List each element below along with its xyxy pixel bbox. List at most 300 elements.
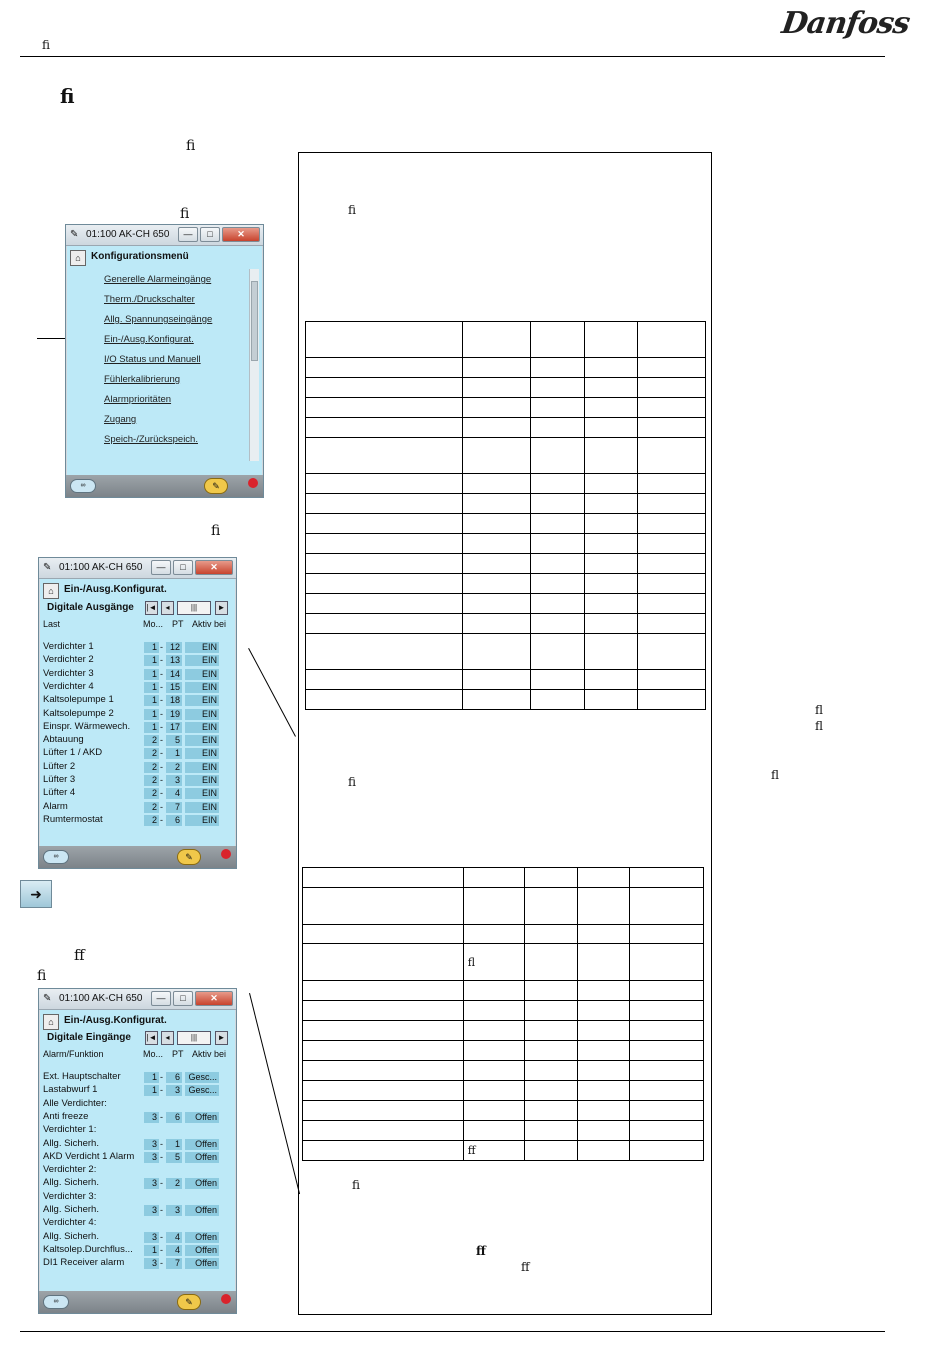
table-cell (530, 554, 584, 574)
module-cell[interactable]: 1 (144, 1072, 159, 1083)
point-cell[interactable]: 4 (166, 1245, 182, 1256)
module-cell[interactable]: 3 (144, 1152, 159, 1163)
row-label: DI1 Receiver alarm (43, 1257, 125, 1269)
menu-item-io-status[interactable]: I/O Status und Manuell (104, 354, 201, 365)
active-cell[interactable]: Offen (185, 1112, 219, 1123)
network-icon[interactable]: ∞ (70, 479, 96, 493)
table-cell: ﬂ (463, 944, 525, 981)
danfoss-logo: Danfoss (779, 6, 912, 41)
table-cell (303, 981, 464, 1001)
table-cell (463, 574, 531, 594)
side-glyph-5: ﬁ (37, 968, 47, 984)
page-heading: Ein-/Ausg.Konfigurat. (64, 1015, 167, 1026)
side-glyph-3: ﬁ (211, 523, 221, 539)
table-cell (530, 514, 584, 534)
active-cell[interactable]: Offen (185, 1232, 219, 1243)
table-cell (577, 1041, 629, 1061)
table-cell (629, 1021, 703, 1041)
module-cell[interactable]: 2 (144, 802, 159, 813)
home-icon[interactable]: ⌂ (43, 1014, 59, 1030)
table-cell (525, 944, 578, 981)
module-cell[interactable]: 1 (144, 669, 159, 680)
bottom-bar (39, 1291, 236, 1313)
table-row (306, 378, 706, 398)
point-cell[interactable]: 19 (166, 709, 182, 720)
module-cell[interactable]: 2 (144, 735, 159, 746)
separator: - (160, 1231, 163, 1242)
home-icon[interactable]: ⌂ (43, 583, 59, 599)
table-cell (629, 1081, 703, 1101)
table-row (303, 1001, 704, 1021)
table-row (303, 944, 704, 981)
table-cell (530, 670, 584, 690)
table-row (306, 614, 706, 634)
module-cell[interactable]: 2 (144, 788, 159, 799)
module-cell[interactable]: 3 (144, 1205, 159, 1216)
menu-item-sensor-calibration[interactable]: Fühlerkalibrierung (104, 374, 181, 385)
table-row (306, 670, 706, 690)
table-cell (463, 981, 525, 1001)
table-cell (463, 418, 531, 438)
table-row (303, 1081, 704, 1101)
table-cell (629, 868, 703, 888)
minimize-button[interactable]: — (151, 560, 171, 575)
table-cell (585, 378, 638, 398)
point-cell[interactable]: 7 (166, 1258, 182, 1269)
row-label: Verdichter 1: (43, 1124, 97, 1136)
connector-line-outputs (248, 648, 296, 737)
separator: - (160, 761, 163, 772)
active-cell[interactable]: Gesc... (185, 1085, 219, 1096)
table-cell (530, 378, 584, 398)
point-cell[interactable]: 5 (166, 735, 182, 746)
close-button[interactable]: ✕ (195, 991, 233, 1006)
menu-item-thermo-pressure[interactable]: Therm./Druckschalter (104, 294, 195, 305)
table-row (303, 1021, 704, 1041)
table-cell (530, 614, 584, 634)
table-cell (525, 1141, 578, 1161)
table-cell (638, 418, 706, 438)
table-cell (525, 981, 578, 1001)
header-rule (20, 56, 885, 57)
table-cell (530, 474, 584, 494)
point-cell[interactable]: 6 (166, 1072, 182, 1083)
table-row (306, 690, 706, 710)
menu-item-alarm-priorities[interactable]: Alarmprioritäten (104, 394, 172, 405)
active-cell[interactable]: Offen (185, 1139, 219, 1150)
table-cell (577, 1101, 629, 1121)
window-title: 01:100 AK-CH 650 (86, 229, 170, 240)
home-icon[interactable]: ⌂ (70, 250, 86, 266)
separator: - (160, 1244, 163, 1255)
table-cell (463, 358, 531, 378)
col-header-active: Aktiv bei (192, 1049, 227, 1059)
close-button[interactable]: ✕ (195, 560, 233, 575)
frame-glyph-top: ﬁ (348, 203, 357, 217)
table-cell (638, 670, 706, 690)
row-label: Alle Verdichter: (43, 1097, 107, 1109)
table-row (303, 868, 704, 888)
scrollbar[interactable] (249, 269, 259, 461)
network-icon[interactable]: ∞ (43, 1295, 69, 1309)
module-cell[interactable]: 3 (144, 1112, 159, 1123)
table-cell (530, 534, 584, 554)
service-wrench-icon[interactable]: ✎ (177, 849, 201, 865)
table-cell (463, 1121, 525, 1141)
point-cell[interactable]: 1 (166, 748, 182, 759)
separator: - (160, 1178, 163, 1189)
table-cell (585, 554, 638, 574)
active-cell[interactable]: EIN (185, 709, 219, 720)
table-row (306, 514, 706, 534)
table-cell (585, 418, 638, 438)
table-cell (463, 494, 531, 514)
frame-glyph-middle: ﬁ (348, 775, 357, 789)
row-label: Allg. Sicherh. (43, 1204, 99, 1215)
active-cell[interactable]: EIN (185, 682, 219, 693)
sub-heading: Digitale Eingänge (47, 1032, 131, 1043)
table-cell (638, 534, 706, 554)
point-cell[interactable]: 13 (166, 655, 182, 666)
table-cell (629, 925, 703, 944)
active-cell[interactable]: EIN (185, 802, 219, 813)
module-cell[interactable]: 2 (144, 775, 159, 786)
active-cell[interactable]: EIN (185, 735, 219, 746)
table-row (306, 418, 706, 438)
table-cell (303, 1081, 464, 1101)
table-row (306, 534, 706, 554)
table-cell (577, 868, 629, 888)
table-cell (585, 474, 638, 494)
active-cell[interactable]: EIN (185, 775, 219, 786)
separator: - (160, 1151, 163, 1162)
table-cell (306, 534, 463, 554)
next-arrow-button[interactable]: ➜ (20, 880, 52, 908)
digital-outputs-window (38, 557, 237, 869)
table-cell (638, 494, 706, 514)
table-cell (585, 614, 638, 634)
table-cell (638, 554, 706, 574)
menu-item-voltage-inputs[interactable]: Allg. Spannungseingänge (104, 314, 213, 325)
row-label: Lüfter 2 (43, 760, 76, 772)
table-cell (629, 981, 703, 1001)
active-cell[interactable]: EIN (185, 815, 219, 826)
point-cell[interactable]: 18 (166, 695, 182, 706)
table-cell (463, 1061, 525, 1081)
active-cell[interactable]: Offen (185, 1205, 219, 1216)
table-cell (463, 1081, 525, 1101)
network-icon[interactable]: ∞ (43, 850, 69, 864)
table-cell (638, 594, 706, 614)
window-title: 01:100 AK-CH 650 (59, 993, 143, 1004)
table-cell (525, 1001, 578, 1021)
module-cell[interactable]: 3 (144, 1178, 159, 1189)
module-cell[interactable]: 2 (144, 815, 159, 826)
table-cell (303, 1021, 464, 1041)
bottom-bar (39, 846, 236, 868)
titlebar[interactable] (66, 225, 263, 246)
table-cell (585, 322, 638, 358)
table-cell (463, 1001, 525, 1021)
row-label: Verdichter 3 (43, 667, 94, 679)
close-button[interactable]: ✕ (222, 227, 260, 242)
header-glyph: ﬁ (42, 38, 51, 52)
active-cell[interactable]: Gesc... (185, 1072, 219, 1083)
table-row (303, 1041, 704, 1061)
active-cell[interactable]: EIN (185, 642, 219, 653)
first-page-button[interactable]: |◄ (145, 1031, 158, 1045)
active-cell[interactable]: Offen (185, 1245, 219, 1256)
table-cell (306, 594, 463, 614)
active-cell[interactable]: EIN (185, 762, 219, 773)
menu-item-save-restore[interactable]: Speich-/Zurückspeich. (104, 434, 198, 445)
table-row (306, 358, 706, 378)
active-cell[interactable]: Offen (185, 1258, 219, 1269)
separator: - (160, 642, 163, 652)
row-label: Lüfter 4 (43, 787, 76, 799)
connector-line-inputs (249, 993, 300, 1194)
table-cell (303, 1101, 464, 1121)
active-cell[interactable]: EIN (185, 788, 219, 799)
table-cell (306, 514, 463, 534)
menu-item-io-config[interactable]: Ein-/Ausg.Konfigurat. (104, 334, 194, 345)
row-label: Allg. Sicherh. (43, 1177, 99, 1189)
service-wrench-icon[interactable]: ✎ (177, 1294, 201, 1310)
table-row (303, 1141, 704, 1161)
maximize-button[interactable]: □ (200, 227, 220, 242)
row-label: Einspr. Wärmewech. (43, 720, 131, 732)
table-cell (463, 1021, 525, 1041)
table-cell (577, 1061, 629, 1081)
active-cell[interactable]: Offen (185, 1152, 219, 1163)
table-cell (638, 474, 706, 494)
row-label: Kaltsolepumpe 1 (43, 694, 114, 706)
separator: - (160, 1111, 163, 1122)
row-label: Verdichter 3: (43, 1190, 97, 1202)
table-cell (638, 322, 706, 358)
maximize-button[interactable]: □ (173, 991, 193, 1006)
table-cell (525, 1081, 578, 1101)
table-row (306, 554, 706, 574)
minimize-button[interactable]: — (178, 227, 198, 242)
wrench-icon: ✎ (43, 993, 52, 1004)
table-cell (585, 438, 638, 474)
table-cell (306, 574, 463, 594)
row-label: Allg. Sicherh. (43, 1230, 99, 1242)
service-wrench-icon[interactable]: ✎ (204, 478, 228, 494)
table-cell (303, 1061, 464, 1081)
scroll-thumb[interactable] (251, 281, 258, 361)
row-label: Lüfter 1 / AKD (43, 747, 103, 759)
prev-page-button[interactable]: ◂ (161, 1031, 174, 1045)
table-cell (463, 514, 531, 534)
page-indicator[interactable]: ||| (177, 601, 211, 615)
table-cell (306, 670, 463, 690)
table-cell (585, 670, 638, 690)
point-cell[interactable]: 6 (166, 1112, 182, 1123)
table-cell (585, 494, 638, 514)
point-cell[interactable]: 5 (166, 1152, 182, 1163)
menu-item-access[interactable]: Zugang (104, 414, 137, 425)
table-cell (629, 1001, 703, 1021)
active-cell[interactable]: Offen (185, 1178, 219, 1189)
table-cell (577, 1081, 629, 1101)
active-cell[interactable]: EIN (185, 695, 219, 706)
table-cell (577, 944, 629, 981)
table-cell (463, 378, 531, 398)
menu-heading: Konfigurationsmenü (91, 251, 189, 262)
right-glyph-a: ﬂ (815, 703, 824, 717)
table-cell (463, 438, 531, 474)
first-page-button[interactable]: |◄ (145, 601, 158, 615)
table-cell (303, 925, 464, 944)
prev-page-button[interactable]: ◂ (161, 601, 174, 615)
col-header-name: Alarm/Funktion (43, 1049, 104, 1059)
active-cell[interactable]: EIN (185, 655, 219, 666)
table-cell (525, 868, 578, 888)
table-cell (463, 690, 531, 710)
point-cell[interactable]: 4 (166, 1232, 182, 1243)
point-cell[interactable]: 3 (166, 1085, 182, 1096)
titlebar[interactable] (39, 989, 236, 1010)
table-row (306, 322, 706, 358)
point-cell[interactable]: 14 (166, 669, 182, 680)
table-cell (530, 398, 584, 418)
point-cell[interactable]: 12 (166, 642, 182, 653)
alarm-bell-icon[interactable] (248, 478, 258, 488)
table-row (303, 925, 704, 944)
table-cell (303, 1041, 464, 1061)
module-cell[interactable]: 3 (144, 1139, 159, 1150)
row-label: Verdichter 1 (43, 641, 94, 652)
table-cell (585, 398, 638, 418)
module-cell[interactable]: 3 (144, 1232, 159, 1243)
row-label: AKD Verdicht 1 Alarm (43, 1150, 135, 1162)
point-cell[interactable]: 2 (166, 762, 182, 773)
module-cell[interactable]: 3 (144, 1258, 159, 1269)
table-cell (577, 1141, 629, 1161)
row-label: Verdichter 2: (43, 1164, 97, 1176)
module-cell[interactable]: 1 (144, 709, 159, 720)
active-cell[interactable]: EIN (185, 722, 219, 733)
table-cell (530, 418, 584, 438)
table-cell (585, 574, 638, 594)
point-cell[interactable]: 4 (166, 788, 182, 799)
digital-inputs-window (38, 988, 237, 1314)
active-cell[interactable]: EIN (185, 669, 219, 680)
module-cell[interactable]: 1 (144, 1245, 159, 1256)
active-cell[interactable]: EIN (185, 748, 219, 759)
module-cell[interactable]: 1 (144, 682, 159, 693)
table-cell (303, 868, 464, 888)
table-cell (585, 690, 638, 710)
table-cell (577, 981, 629, 1001)
table-cell (525, 925, 578, 944)
point-cell[interactable]: 6 (166, 815, 182, 826)
table-cell (463, 868, 525, 888)
page-indicator[interactable]: ||| (177, 1031, 211, 1045)
row-label: Abtauung (43, 734, 84, 746)
module-cell[interactable]: 1 (144, 642, 159, 653)
table-cell (577, 1021, 629, 1041)
point-cell[interactable]: 2 (166, 1178, 182, 1189)
table-cell (577, 925, 629, 944)
table-cell (629, 944, 703, 981)
module-cell[interactable]: 1 (144, 655, 159, 666)
table-cell (638, 690, 706, 710)
table-cell (530, 634, 584, 670)
module-cell[interactable]: 2 (144, 748, 159, 759)
table-cell (463, 398, 531, 418)
point-cell[interactable]: 17 (166, 722, 182, 733)
module-cell[interactable]: 2 (144, 762, 159, 773)
module-cell[interactable]: 1 (144, 695, 159, 706)
table-cell (629, 1141, 703, 1161)
row-label: Ext. Hauptschalter (43, 1071, 121, 1082)
row-label: Lastabwurf 1 (43, 1084, 98, 1096)
section-glyph: ﬁ (60, 84, 75, 108)
table-cell (463, 670, 531, 690)
table-cell (306, 554, 463, 574)
next-page-button[interactable]: ► (215, 1031, 228, 1045)
table-row (306, 594, 706, 614)
table-cell (306, 438, 463, 474)
page-header (42, 1013, 233, 1031)
separator: - (160, 1258, 163, 1269)
titlebar[interactable] (39, 558, 236, 579)
table-cell (463, 925, 525, 944)
point-cell[interactable]: 3 (166, 775, 182, 786)
wrench-icon: ✎ (43, 562, 52, 573)
sub-heading: Digitale Ausgänge (47, 602, 134, 613)
side-glyph-4: ﬀ (74, 946, 85, 964)
module-cell[interactable]: 1 (144, 722, 159, 733)
alarm-bell-icon[interactable] (221, 849, 231, 859)
table-cell (530, 438, 584, 474)
bottom-bar (66, 475, 263, 497)
table-cell (638, 574, 706, 594)
alarm-bell-icon[interactable] (221, 1294, 231, 1304)
right-glyph-c: ﬂ (771, 768, 780, 782)
table-cell (530, 574, 584, 594)
module-cell[interactable]: 1 (144, 1085, 159, 1096)
row-label: Verdichter 4 (43, 680, 94, 692)
side-glyph-1: ﬁ (186, 138, 196, 154)
separator: - (160, 1072, 163, 1082)
table-cell (530, 690, 584, 710)
separator: - (160, 1205, 163, 1215)
table-cell (530, 494, 584, 514)
table-row (306, 398, 706, 418)
row-label: Allg. Sicherh. (43, 1137, 99, 1149)
table-cell (306, 474, 463, 494)
col-header-pt: PT (172, 619, 184, 629)
point-cell[interactable]: 15 (166, 682, 182, 693)
table-cell (629, 1121, 703, 1141)
table-row (306, 474, 706, 494)
point-cell[interactable]: 3 (166, 1205, 182, 1216)
table-cell (530, 358, 584, 378)
table-cell (525, 888, 578, 925)
frame-glyph-ff: ﬀ (521, 1260, 530, 1274)
table-cell (306, 614, 463, 634)
minimize-button[interactable]: — (151, 991, 171, 1006)
next-page-button[interactable]: ► (215, 601, 228, 615)
menu-item-general-alarms[interactable]: Generelle Alarmeingänge (104, 274, 212, 285)
maximize-button[interactable]: □ (173, 560, 193, 575)
point-cell[interactable]: 1 (166, 1139, 182, 1150)
point-cell[interactable]: 7 (166, 802, 182, 813)
